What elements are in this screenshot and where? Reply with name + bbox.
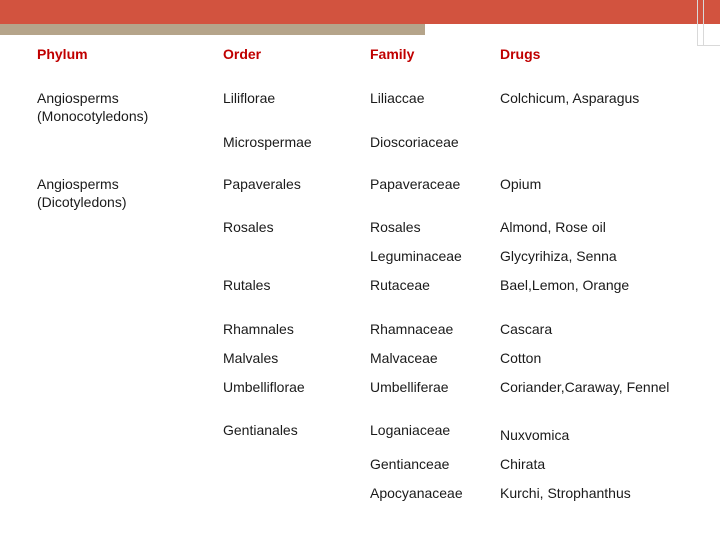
drugs-cell: Coriander,Caraway, Fennel — [500, 379, 670, 395]
order-cell: Gentianales — [223, 422, 298, 438]
family-cell: Leguminaceae — [370, 248, 462, 264]
drugs-cell: Almond, Rose oil — [500, 219, 606, 235]
family-cell: Malvaceae — [370, 350, 438, 366]
order-cell: Rosales — [223, 219, 274, 235]
order-cell: Malvales — [223, 350, 279, 366]
corner-decoration — [697, 0, 698, 46]
order-cell: Liliflorae — [223, 90, 276, 106]
drugs-cell: Bael,Lemon, Orange — [500, 277, 630, 293]
family-cell: Loganiaceae — [370, 422, 451, 438]
family-cell: Dioscoriaceae — [370, 134, 459, 150]
phylum-dicot-line2: (Dicotyledons) — [37, 194, 127, 210]
family-cell: Gentianceae — [370, 456, 450, 472]
order-cell: Umbelliflorae — [223, 379, 305, 395]
family-cell: Rhamnaceae — [370, 321, 454, 337]
top-accent-bar — [0, 0, 720, 24]
family-cell: Papaveraceae — [370, 176, 461, 192]
drugs-cell: Chirata — [500, 456, 546, 472]
corner-decoration — [697, 45, 720, 46]
drugs-cell: Opium — [500, 176, 542, 192]
family-cell: Liliaccae — [370, 90, 425, 106]
family-cell: Umbelliferae — [370, 379, 449, 395]
drugs-cell: Kurchi, Strophanthus — [500, 485, 631, 501]
drugs-cell: Glycyrihiza, Senna — [500, 248, 617, 264]
order-cell: Microspermae — [223, 134, 312, 150]
drugs-cell: Cotton — [500, 350, 542, 366]
header-order: Order — [223, 46, 262, 62]
corner-decoration — [703, 0, 704, 46]
drugs-cell: Nuxvomica — [500, 427, 570, 443]
header-phylum: Phylum — [37, 46, 88, 62]
family-cell: Rosales — [370, 219, 421, 235]
drugs-cell: Cascara — [500, 321, 553, 337]
phylum-monocot-line2: (Monocotyledons) — [37, 108, 149, 124]
header-drugs: Drugs — [500, 46, 541, 62]
phylum-dicot-line1: Angiosperms — [37, 176, 119, 192]
family-cell: Apocyanaceae — [370, 485, 463, 501]
drugs-cell: Colchicum, Asparagus — [500, 90, 640, 106]
order-cell: Papaverales — [223, 176, 301, 192]
phylum-monocot-line1: Angiosperms — [37, 90, 119, 106]
order-cell: Rhamnales — [223, 321, 294, 337]
order-cell: Rutales — [223, 277, 271, 293]
header-family: Family — [370, 46, 415, 62]
accent-stripe — [0, 24, 425, 35]
family-cell: Rutaceae — [370, 277, 430, 293]
